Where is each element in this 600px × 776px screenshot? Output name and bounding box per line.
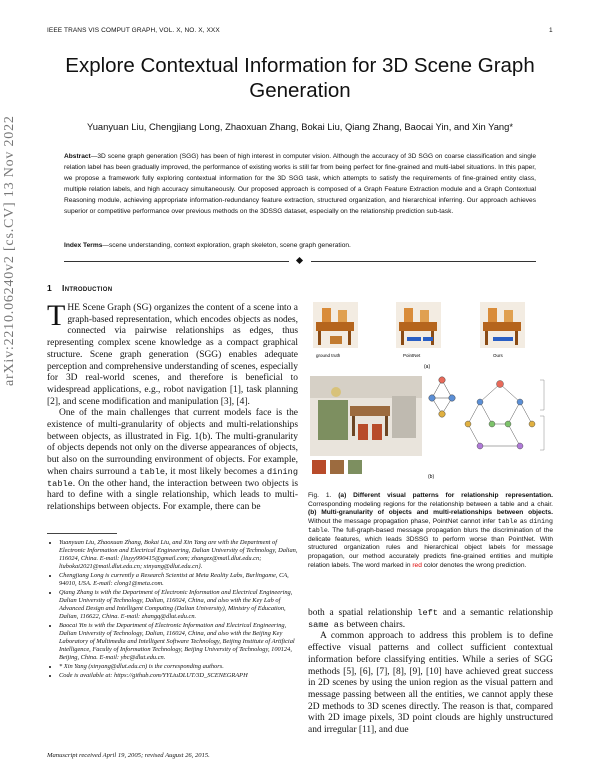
footnote-rule [47,533,117,534]
section-title: Introduction [62,283,113,293]
footnote: • Yuanyuan Liu, Zhaoxuan Zhang, Bokai Liu, and Xin Yang are with the Department of Electronic Information and Electrical Engineering, Dalian University of Technology, Dalian, 116024, China. E-mail: {liuyy990415@gmail.com; zhangzx@mail.dlut.edu.cn; liubokai2021@mail.dlut.edu.cn; xinyang@dlut.edu.cn}. [59,539,298,571]
footnotes [47,539,298,681]
body-paragraph-continued: both a spatial relationship left and a semantic relationship same as between chairs. [308,608,553,630]
render-ground-truth [313,302,358,348]
code-term: left [417,608,438,618]
index-terms-text: —scene understanding, context exploration, graph skeleton, scene graph generation. [102,242,351,249]
arxiv-stamp: arXiv:2210.06240v2 [cs.CV] 13 Nov 2022 [2,115,17,386]
footnote: • * Xin Yang (xinyang@dlut.edu.cn) is the corresponding authors. [59,663,298,671]
intro-paragraph-1: THE Scene Graph (SG) organizes the content of a scene into a graph-based representation, which encodes objects as nodes, connected via pairwise relationships as edges, thus representing complex scene knowledge as a compact graphical structure. Scene graph generation (SGG) enables adequate perception and comprehensive understanding of scenes, especially for 3D real-world scenes, and therefore is beneficial to widespread applications, e.g., robot navigation [1], task planning [2], and scene modification and manipulation [3], [4]. [47,299,298,407]
render-pointnet [396,302,441,348]
body-column-right [308,608,553,737]
render-ours [480,302,525,348]
diamond-icon [296,257,303,264]
bracket-markers [540,380,544,450]
index-terms-label: Index Terms [64,242,103,249]
scene-graph-small [429,377,455,417]
panel-b [310,376,544,480]
abstract-text: —3D scene graph generation (SGG) has been of high interest in computer vision. Although the accuracy of 3D SGG on coarse classification and single relation label has been gradually improved, the performance of existing works is still far from being perfect for fine-grained and multi-label situations. In this paper, we propose a framework fully exploring contextual information for the 3D SGG task, which attempts to satisfy the requirements of fine-grained entity class, multiple relation labels, and high accuracy simultaneously. Our proposed approach is composed of a Graph Feature Extraction module and a Graph Contextual Reasoning module, achieving appropriate information-redundancy feature extraction, structured organization, and hierarchical inferring. Our approach achieves superior or competitive performance over previous methods on the 3DSSG dataset, especially on the relationship prediction sub-task. [64,153,536,215]
intro-paragraph-2: One of the main challenges that current models face is the existence of multi-granularity of objects and multi-relationships between objects, as illustrated in Fig. 1(b). The multi-granularity of objects depends not only on the diverse appearances of objects, but also on the surrounding environment of objects. For example, when chairs surround a table, it most likely becomes a dining table. On the other hand, the interaction between two objects is hard to define with a single relationship, which leads to multi-relationships between objects. For example, there can be [47,408,298,512]
panel-a [313,302,525,370]
code-term: same as [308,619,345,630]
figure-caption: Fig. 1. (a) Different visual patterns for relationship representation. Corresponding modeling regions for the relationship between a table and a chair. (b) Multi-granularity of objects and multi-relationships between objects. Without the message propagation phase, PointNet cannot infer table as dining table. The full-graph-based message propagation blurs the discrimination of the delicate features, which leads 3DSSG to perform worse than PointNet. With structured organization rules and hierarchical object labels for message propagation, our method accurately predicts fine-grained entities and multiple relation labels. The word marked in red color denotes the wrong prediction. [308,492,553,569]
lead-word: HE [67,303,80,313]
code-term: dining table [308,518,553,534]
abstract-label: Abstract [64,153,91,160]
code-term: dining table [47,466,298,489]
label-ground-truth: ground truth [316,353,341,358]
manuscript-note: Manuscript received April 19, 2005; revised August 26, 2015. [47,752,210,759]
paper-title: Explore Contextual Information for 3D Scene Graph Generation [65,54,535,102]
section-number: 1 [47,283,53,293]
footnote: • Code is available at: https://github.com/YYLiuDLUT/3D_SCENEGRAPH [59,672,298,680]
red-marker-word: red [412,561,422,569]
panel-a-label: (a) [424,364,431,370]
running-header: IEEE TRANS VIS COMPUT GRAPH, VOL. X, NO. X, XXX [47,27,220,34]
page-number: 1 [549,27,553,34]
body-column-left [47,299,298,514]
author-list: Yuanyuan Liu, Chengjiang Long, Zhaoxuan Zhang, Bokai Liu, Qiang Zhang, Baocai Yin, and Xin Yang* [86,121,513,132]
index-terms [64,241,536,251]
abstract [64,152,536,217]
body-paragraph: A common approach to address this problem is to define effective visual patterns and collect sufficient contextual information before classifying entities. While a series of SGG methods [5], [6], [7], [8], [9], [10] have achieved great success in 2D scenes by using the union region as the visual pattern and message passing between all the entities, we cannot apply these 2D methods to 3D scenes directly. The reason is that, compared with 2D image pixels, 3D point clouds are highly unstructured and irregular [11], and due [308,631,553,736]
code-term: table [497,518,518,526]
footnote: • Qiang Zhang is with the Department of Electronic Information and Electrical Engineering, Dalian University of Technology, Dalian, 116024, China, and also with the Key Lab of Advanced Design and Intelligent Computing (Dalian University), Ministry of Education, Dalian, 116622, China. E-mail: zhangq@dlut.edu.cn. [59,589,298,621]
label-pointnet: PointNet [403,353,421,358]
panel-b-label: (b) [428,474,435,480]
code-term: table [139,466,166,477]
footnote: • Chengjiang Long is currently a Research Scientist at Meta Reality Labs, Burlingame, CA, 94010, USA. E-mail: clong1@meta.com. [59,572,298,588]
drop-cap: T [47,299,66,332]
scene-graph-large [465,381,535,450]
label-ours: Ours [493,353,503,358]
object-thumbnails [312,460,362,474]
scene-render [310,376,422,456]
section-heading [47,283,112,293]
footnote: • Baocai Yin is with the Department of Electronic Information and Electrical Engineering, Dalian University of Technology, Dalian, 116024, China, and also with the Beijing Key Laboratory of Multimedia and Intelligent Software Technology, Beijing Institute of Artificial Intelligence, Faculty of Information Technology, Beijing University of Technology, 100124, Beijing, China. E-mail: ybc@dlut.edu.cn. [59,622,298,662]
figure-1 [308,300,553,488]
section-divider [64,261,536,262]
